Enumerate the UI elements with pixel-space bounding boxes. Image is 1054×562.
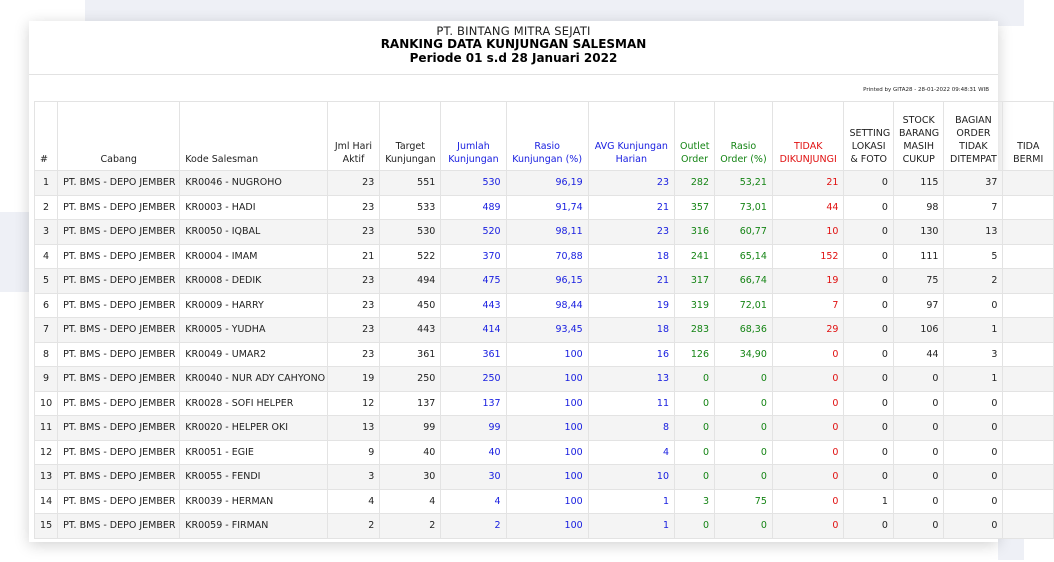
cell-rorder: 0: [715, 440, 773, 465]
cell-bagian: 13: [944, 220, 1003, 245]
cell-tidak: 0: [772, 514, 844, 539]
cell-empty: [1003, 416, 1054, 441]
cell-rorder: 0: [715, 391, 773, 416]
cell-rasio: 96,15: [506, 269, 588, 294]
cell-target: 99: [380, 416, 441, 441]
cell-jumlah: 475: [441, 269, 506, 294]
cell-outlet: 0: [675, 514, 715, 539]
cell-no: 5: [35, 269, 58, 294]
cell-empty: [1003, 269, 1054, 294]
printed-by: Printed by GITA28 - 28-01-2022 09:48:31 WIB: [863, 87, 989, 93]
cell-cabang: PT. BMS - DEPO JEMBER: [58, 244, 180, 269]
cell-outlet: 0: [675, 416, 715, 441]
cell-avg: 18: [588, 244, 674, 269]
cell-jumlah: 99: [441, 416, 506, 441]
cell-avg: 16: [588, 342, 674, 367]
cell-hari: 23: [327, 220, 380, 245]
cell-bagian: 0: [944, 465, 1003, 490]
cell-jumlah: 489: [441, 195, 506, 220]
col-header-avg: AVG Kunjungan Harian: [588, 102, 674, 171]
cell-hari: 4: [327, 489, 380, 514]
cell-tidak: 0: [772, 367, 844, 392]
cell-empty: [1003, 391, 1054, 416]
col-header-cabang: Cabang: [58, 102, 180, 171]
cell-tidak: 29: [772, 318, 844, 343]
cell-stock: 0: [893, 514, 944, 539]
cell-target: 533: [380, 195, 441, 220]
report-title: RANKING DATA KUNJUNGAN SALESMAN: [380, 37, 647, 51]
cell-rorder: 66,74: [715, 269, 773, 294]
cell-cabang: PT. BMS - DEPO JEMBER: [58, 489, 180, 514]
cell-rasio: 98,44: [506, 293, 588, 318]
cell-tidak: 0: [772, 342, 844, 367]
cell-tidak: 19: [772, 269, 844, 294]
cell-cabang: PT. BMS - DEPO JEMBER: [58, 416, 180, 441]
cell-bagian: 0: [944, 293, 1003, 318]
cell-rasio: 100: [506, 440, 588, 465]
cell-rasio: 100: [506, 489, 588, 514]
cell-rasio: 70,88: [506, 244, 588, 269]
cell-rasio: 100: [506, 465, 588, 490]
cell-avg: 1: [588, 489, 674, 514]
cell-empty: [1003, 367, 1054, 392]
cell-jumlah: 137: [441, 391, 506, 416]
cell-no: 10: [35, 391, 58, 416]
cell-tidak: 0: [772, 440, 844, 465]
col-header-stock: STOCK BARANG MASIH CUKUP: [893, 102, 944, 171]
cell-rorder: 53,21: [715, 171, 773, 196]
col-header-outlet-order: Outlet Order: [675, 102, 715, 171]
table-row: [35, 391, 1054, 416]
cell-tidak: 0: [772, 416, 844, 441]
table-row: [35, 244, 1054, 269]
cell-hari: 23: [327, 195, 380, 220]
cell-cabang: PT. BMS - DEPO JEMBER: [58, 220, 180, 245]
table-row: [35, 367, 1054, 392]
cell-hari: 21: [327, 244, 380, 269]
cell-hari: 3: [327, 465, 380, 490]
cell-stock: 75: [893, 269, 944, 294]
col-header-bagian: BAGIAN ORDER TIDAK DITEMPAT: [944, 102, 1003, 171]
cell-bagian: 0: [944, 391, 1003, 416]
cell-cabang: PT. BMS - DEPO JEMBER: [58, 367, 180, 392]
cell-cabang: PT. BMS - DEPO JEMBER: [58, 440, 180, 465]
cell-avg: 11: [588, 391, 674, 416]
cell-target: 40: [380, 440, 441, 465]
col-header-no: #: [35, 102, 58, 171]
cell-target: 522: [380, 244, 441, 269]
cell-cabang: PT. BMS - DEPO JEMBER: [58, 293, 180, 318]
cell-jumlah: 370: [441, 244, 506, 269]
cell-no: 12: [35, 440, 58, 465]
cell-bagian: 5: [944, 244, 1003, 269]
cell-target: 530: [380, 220, 441, 245]
cell-tidak: 7: [772, 293, 844, 318]
cell-hari: 23: [327, 269, 380, 294]
cell-rasio: 96,19: [506, 171, 588, 196]
cell-target: 551: [380, 171, 441, 196]
cell-hari: 9: [327, 440, 380, 465]
cell-kode: KR0003 - HADI: [180, 195, 327, 220]
cell-cabang: PT. BMS - DEPO JEMBER: [58, 391, 180, 416]
cell-no: 15: [35, 514, 58, 539]
cell-stock: 44: [893, 342, 944, 367]
cell-rasio: 100: [506, 514, 588, 539]
cell-no: 13: [35, 465, 58, 490]
cell-cabang: PT. BMS - DEPO JEMBER: [58, 318, 180, 343]
cell-setting: 0: [844, 465, 893, 490]
cell-kode: KR0004 - IMAM: [180, 244, 327, 269]
cell-kode: KR0020 - HELPER OKI: [180, 416, 327, 441]
cell-setting: 0: [844, 514, 893, 539]
table-row: [35, 489, 1054, 514]
cell-avg: 13: [588, 367, 674, 392]
report-card: [29, 21, 1044, 542]
cell-bagian: 0: [944, 416, 1003, 441]
cell-setting: 0: [844, 244, 893, 269]
cell-rorder: 34,90: [715, 342, 773, 367]
cell-empty: [1003, 342, 1054, 367]
cell-avg: 23: [588, 171, 674, 196]
cell-stock: 0: [893, 465, 944, 490]
cell-tidak: 10: [772, 220, 844, 245]
cell-rorder: 73,01: [715, 195, 773, 220]
table-row: [35, 342, 1054, 367]
cell-no: 7: [35, 318, 58, 343]
cell-hari: 13: [327, 416, 380, 441]
cell-avg: 4: [588, 440, 674, 465]
cell-stock: 106: [893, 318, 944, 343]
cell-empty: [1003, 244, 1054, 269]
cell-stock: 0: [893, 416, 944, 441]
cell-tidak: 44: [772, 195, 844, 220]
table-row: [35, 465, 1054, 490]
cell-setting: 0: [844, 367, 893, 392]
cell-outlet: 282: [675, 171, 715, 196]
cell-kode: KR0008 - DEDIK: [180, 269, 327, 294]
cell-jumlah: 30: [441, 465, 506, 490]
cell-bagian: 1: [944, 318, 1003, 343]
table-row: [35, 440, 1054, 465]
cell-tidak: 0: [772, 391, 844, 416]
col-header-kode-salesman: Kode Salesman: [180, 102, 327, 171]
cell-target: 137: [380, 391, 441, 416]
cell-setting: 0: [844, 269, 893, 294]
cell-stock: 0: [893, 367, 944, 392]
cell-stock: 98: [893, 195, 944, 220]
cell-bagian: 0: [944, 514, 1003, 539]
cell-target: 494: [380, 269, 441, 294]
cell-avg: 8: [588, 416, 674, 441]
table-body: [35, 171, 1054, 539]
cell-hari: 23: [327, 171, 380, 196]
cell-tidak: 21: [772, 171, 844, 196]
cell-stock: 97: [893, 293, 944, 318]
cell-setting: 0: [844, 195, 893, 220]
col-header-rasio-kunjungan: Rasio Kunjungan (%): [506, 102, 588, 171]
cell-avg: 18: [588, 318, 674, 343]
cell-outlet: 319: [675, 293, 715, 318]
cell-rorder: 65,14: [715, 244, 773, 269]
cell-kode: KR0059 - FIRMAN: [180, 514, 327, 539]
cell-rorder: 0: [715, 465, 773, 490]
col-header-setting: SETTING LOKASI & FOTO: [844, 102, 893, 171]
cell-stock: 0: [893, 391, 944, 416]
cell-kode: KR0046 - NUGROHO: [180, 171, 327, 196]
col-header-jml-hari: Jml Hari Aktif: [327, 102, 380, 171]
cell-no: 11: [35, 416, 58, 441]
cell-no: 8: [35, 342, 58, 367]
cell-hari: 19: [327, 367, 380, 392]
cell-kode: KR0005 - YUDHA: [180, 318, 327, 343]
cell-cabang: PT. BMS - DEPO JEMBER: [58, 195, 180, 220]
cell-outlet: 317: [675, 269, 715, 294]
cell-setting: 0: [844, 391, 893, 416]
cell-outlet: 0: [675, 367, 715, 392]
cell-setting: 0: [844, 171, 893, 196]
cell-empty: [1003, 318, 1054, 343]
cell-cabang: PT. BMS - DEPO JEMBER: [58, 269, 180, 294]
cell-no: 4: [35, 244, 58, 269]
cell-tidak: 152: [772, 244, 844, 269]
cell-rasio: 98,11: [506, 220, 588, 245]
cell-avg: 19: [588, 293, 674, 318]
table-row: [35, 514, 1054, 539]
cell-empty: [1003, 440, 1054, 465]
cell-outlet: 3: [675, 489, 715, 514]
cell-empty: [1003, 465, 1054, 490]
cell-target: 250: [380, 367, 441, 392]
cell-empty: [1003, 293, 1054, 318]
cell-outlet: 241: [675, 244, 715, 269]
cell-rorder: 60,77: [715, 220, 773, 245]
cell-rorder: 0: [715, 514, 773, 539]
cell-empty: [1003, 195, 1054, 220]
cell-rasio: 93,45: [506, 318, 588, 343]
cell-avg: 10: [588, 465, 674, 490]
cell-stock: 115: [893, 171, 944, 196]
cell-avg: 21: [588, 269, 674, 294]
table-row: [35, 416, 1054, 441]
report-header: [29, 25, 998, 65]
cell-jumlah: 2: [441, 514, 506, 539]
cell-hari: 12: [327, 391, 380, 416]
cell-no: 9: [35, 367, 58, 392]
cell-bagian: 2: [944, 269, 1003, 294]
cell-rasio: 91,74: [506, 195, 588, 220]
cell-outlet: 357: [675, 195, 715, 220]
cell-cabang: PT. BMS - DEPO JEMBER: [58, 514, 180, 539]
cell-setting: 0: [844, 293, 893, 318]
cell-bagian: 37: [944, 171, 1003, 196]
cell-rorder: 72,01: [715, 293, 773, 318]
cell-no: 1: [35, 171, 58, 196]
cell-rasio: 100: [506, 367, 588, 392]
cell-hari: 23: [327, 293, 380, 318]
cell-empty: [1003, 514, 1054, 539]
cell-no: 6: [35, 293, 58, 318]
table-row: [35, 195, 1054, 220]
cell-outlet: 316: [675, 220, 715, 245]
table-row: [35, 220, 1054, 245]
cell-target: 4: [380, 489, 441, 514]
col-header-tidak-dikunjungi: TIDAK DIKUNJUNGI: [772, 102, 844, 171]
cell-no: 14: [35, 489, 58, 514]
cell-outlet: 283: [675, 318, 715, 343]
cell-setting: 0: [844, 342, 893, 367]
cell-avg: 21: [588, 195, 674, 220]
cell-kode: KR0040 - NUR ADY CAHYONO: [180, 367, 327, 392]
cell-no: 3: [35, 220, 58, 245]
cell-empty: [1003, 489, 1054, 514]
background-band: [0, 212, 30, 292]
col-header-rasio-order: Rasio Order (%): [715, 102, 773, 171]
cell-bagian: 3: [944, 342, 1003, 367]
cell-stock: 0: [893, 489, 944, 514]
table-row: [35, 293, 1054, 318]
cell-stock: 0: [893, 440, 944, 465]
cell-kode: KR0028 - SOFI HELPER: [180, 391, 327, 416]
cell-bagian: 0: [944, 440, 1003, 465]
cell-rorder: 75: [715, 489, 773, 514]
cell-setting: 0: [844, 220, 893, 245]
cell-stock: 130: [893, 220, 944, 245]
cell-bagian: 1: [944, 367, 1003, 392]
cell-kode: KR0051 - EGIE: [180, 440, 327, 465]
table-row: [35, 171, 1054, 196]
table-header-row: [35, 102, 1054, 171]
cell-kode: KR0050 - IQBAL: [180, 220, 327, 245]
col-header-jumlah: Jumlah Kunjungan: [441, 102, 506, 171]
cell-jumlah: 530: [441, 171, 506, 196]
cell-target: 30: [380, 465, 441, 490]
cell-rorder: 68,36: [715, 318, 773, 343]
cell-jumlah: 4: [441, 489, 506, 514]
report-period: Periode 01 s.d 28 Januari 2022: [409, 51, 618, 65]
cell-outlet: 0: [675, 391, 715, 416]
cell-kode: KR0055 - FENDI: [180, 465, 327, 490]
cell-target: 443: [380, 318, 441, 343]
cell-tidak: 0: [772, 465, 844, 490]
cell-hari: 2: [327, 514, 380, 539]
cell-tidak: 0: [772, 489, 844, 514]
ranking-table: [34, 101, 1054, 539]
cell-outlet: 126: [675, 342, 715, 367]
cell-stock: 111: [893, 244, 944, 269]
cell-target: 450: [380, 293, 441, 318]
cell-cabang: PT. BMS - DEPO JEMBER: [58, 342, 180, 367]
col-header-target: Target Kunjungan: [380, 102, 441, 171]
cell-outlet: 0: [675, 440, 715, 465]
cell-target: 361: [380, 342, 441, 367]
cell-target: 2: [380, 514, 441, 539]
cell-rorder: 0: [715, 416, 773, 441]
table-row: [35, 318, 1054, 343]
cell-jumlah: 361: [441, 342, 506, 367]
cell-setting: 0: [844, 416, 893, 441]
cell-avg: 23: [588, 220, 674, 245]
cell-hari: 23: [327, 318, 380, 343]
cell-kode: KR0049 - UMAR2: [180, 342, 327, 367]
cell-rasio: 100: [506, 391, 588, 416]
cell-kode: KR0009 - HARRY: [180, 293, 327, 318]
cell-jumlah: 520: [441, 220, 506, 245]
company-name: PT. BINTANG MITRA SEJATI: [436, 24, 591, 38]
cell-cabang: PT. BMS - DEPO JEMBER: [58, 465, 180, 490]
table-row: [35, 269, 1054, 294]
cell-avg: 1: [588, 514, 674, 539]
cell-jumlah: 250: [441, 367, 506, 392]
cell-no: 2: [35, 195, 58, 220]
cell-setting: 1: [844, 489, 893, 514]
cell-rasio: 100: [506, 342, 588, 367]
divider: [29, 74, 998, 75]
cell-setting: 0: [844, 440, 893, 465]
cell-kode: KR0039 - HERMAN: [180, 489, 327, 514]
cell-jumlah: 443: [441, 293, 506, 318]
cell-rorder: 0: [715, 367, 773, 392]
col-header-tidak-bermi: TIDA BERMI: [1003, 102, 1054, 171]
cell-jumlah: 414: [441, 318, 506, 343]
cell-empty: [1003, 220, 1054, 245]
cell-outlet: 0: [675, 465, 715, 490]
cell-setting: 0: [844, 318, 893, 343]
cell-rasio: 100: [506, 416, 588, 441]
cell-hari: 23: [327, 342, 380, 367]
cell-jumlah: 40: [441, 440, 506, 465]
cell-bagian: 7: [944, 195, 1003, 220]
cell-cabang: PT. BMS - DEPO JEMBER: [58, 171, 180, 196]
cell-empty: [1003, 171, 1054, 196]
cell-bagian: 0: [944, 489, 1003, 514]
